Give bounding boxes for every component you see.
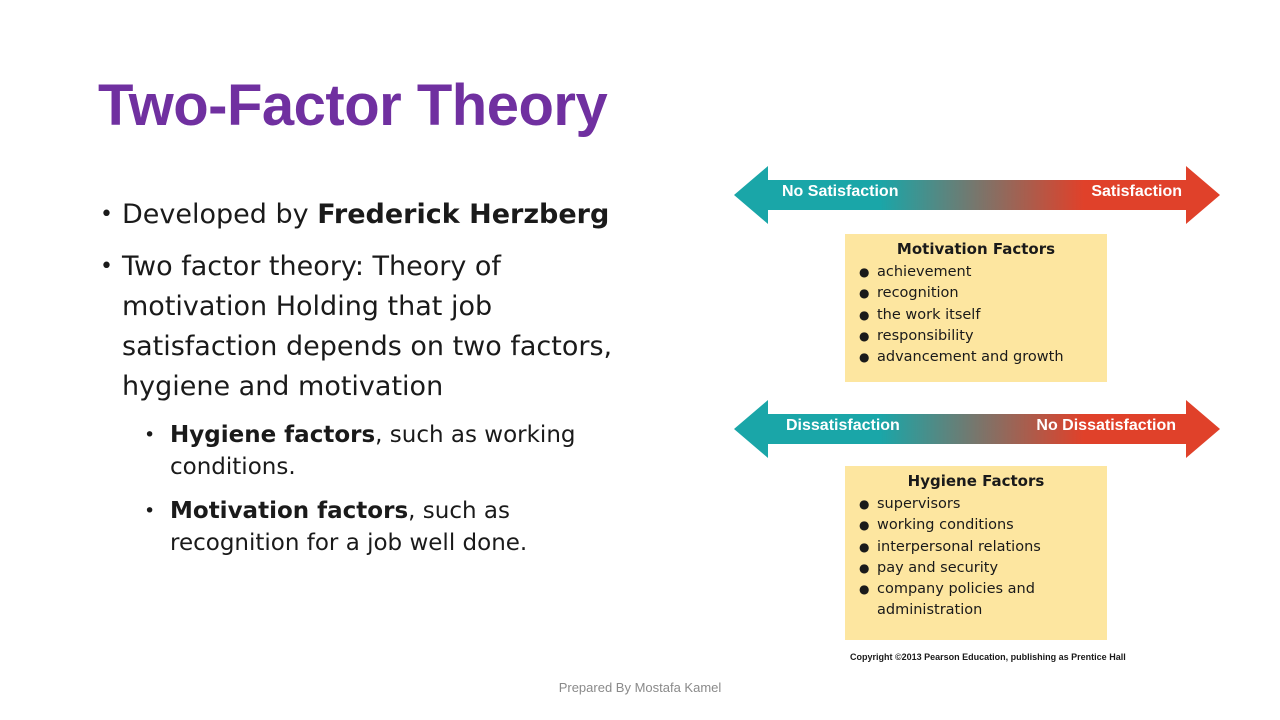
bullet-dot: •: [100, 254, 113, 279]
list-item: ● supervisors: [859, 496, 961, 512]
satisfaction-arrow: [734, 164, 1220, 226]
list-item: ● company policies and administration: [859, 581, 1035, 619]
bullet-dot: •: [144, 424, 156, 446]
list-item: ● advancement and growth: [859, 349, 1064, 366]
footer-text: Prepared By Mostafa Kamel: [558, 680, 722, 695]
bullet-two-factor-definition: [100, 247, 635, 407]
arrow-right-label: Satisfaction: [1091, 183, 1182, 200]
dissatisfaction-arrow: [734, 398, 1220, 460]
bullet-bold-text: Motivation factors: [170, 498, 409, 524]
slide-title: Two-Factor Theory: [98, 73, 608, 138]
arrow-right-label: No Dissatisfaction: [1036, 417, 1176, 434]
bullet-dot: •: [144, 500, 156, 522]
sub-bullet-motivation: [100, 495, 635, 559]
list-item: ● recognition: [859, 285, 959, 302]
bullet-developed-by: [100, 195, 635, 235]
sub-bullet-hygiene: [100, 419, 635, 483]
list-item: ● responsibility: [859, 327, 974, 344]
bullet-text: , such as recognition for a job well done.: [170, 498, 528, 556]
bullet-text: , such as working conditions.: [170, 422, 576, 480]
list-item: ● achievement: [859, 264, 972, 280]
two-factor-figure: [734, 164, 1220, 664]
list-item: ● the work itself: [859, 306, 981, 323]
bullet-list: [100, 195, 635, 571]
bullet-text: Developed by: [122, 199, 318, 230]
bullet-dot: •: [100, 202, 113, 227]
list-item: ● pay and security: [859, 559, 999, 576]
hygiene-factors-box: [845, 466, 1107, 640]
arrow-left-label: Dissatisfaction: [786, 417, 900, 434]
box-title: Hygiene Factors: [907, 472, 1045, 490]
bullet-bold-text: Frederick Herzberg: [317, 199, 610, 230]
list-item: ● working conditions: [859, 517, 1014, 534]
copyright-note: Copyright ©2013 Pearson Education, publishing as Prentice Hall: [850, 652, 1126, 662]
factor-list: [845, 262, 1107, 368]
bullet-text: Two factor theory: Theory of motivation Holding that job satisfaction depends on two factors, hygiene and motivation: [122, 251, 613, 402]
arrow-left-label: No Satisfaction: [782, 183, 899, 200]
box-title: Motivation Factors: [896, 240, 1056, 258]
bullet-bold-text: Hygiene factors: [170, 422, 376, 448]
motivation-factors-box: [845, 234, 1107, 382]
factor-list: [845, 494, 1107, 622]
list-item: ● interpersonal relations: [859, 538, 1041, 555]
